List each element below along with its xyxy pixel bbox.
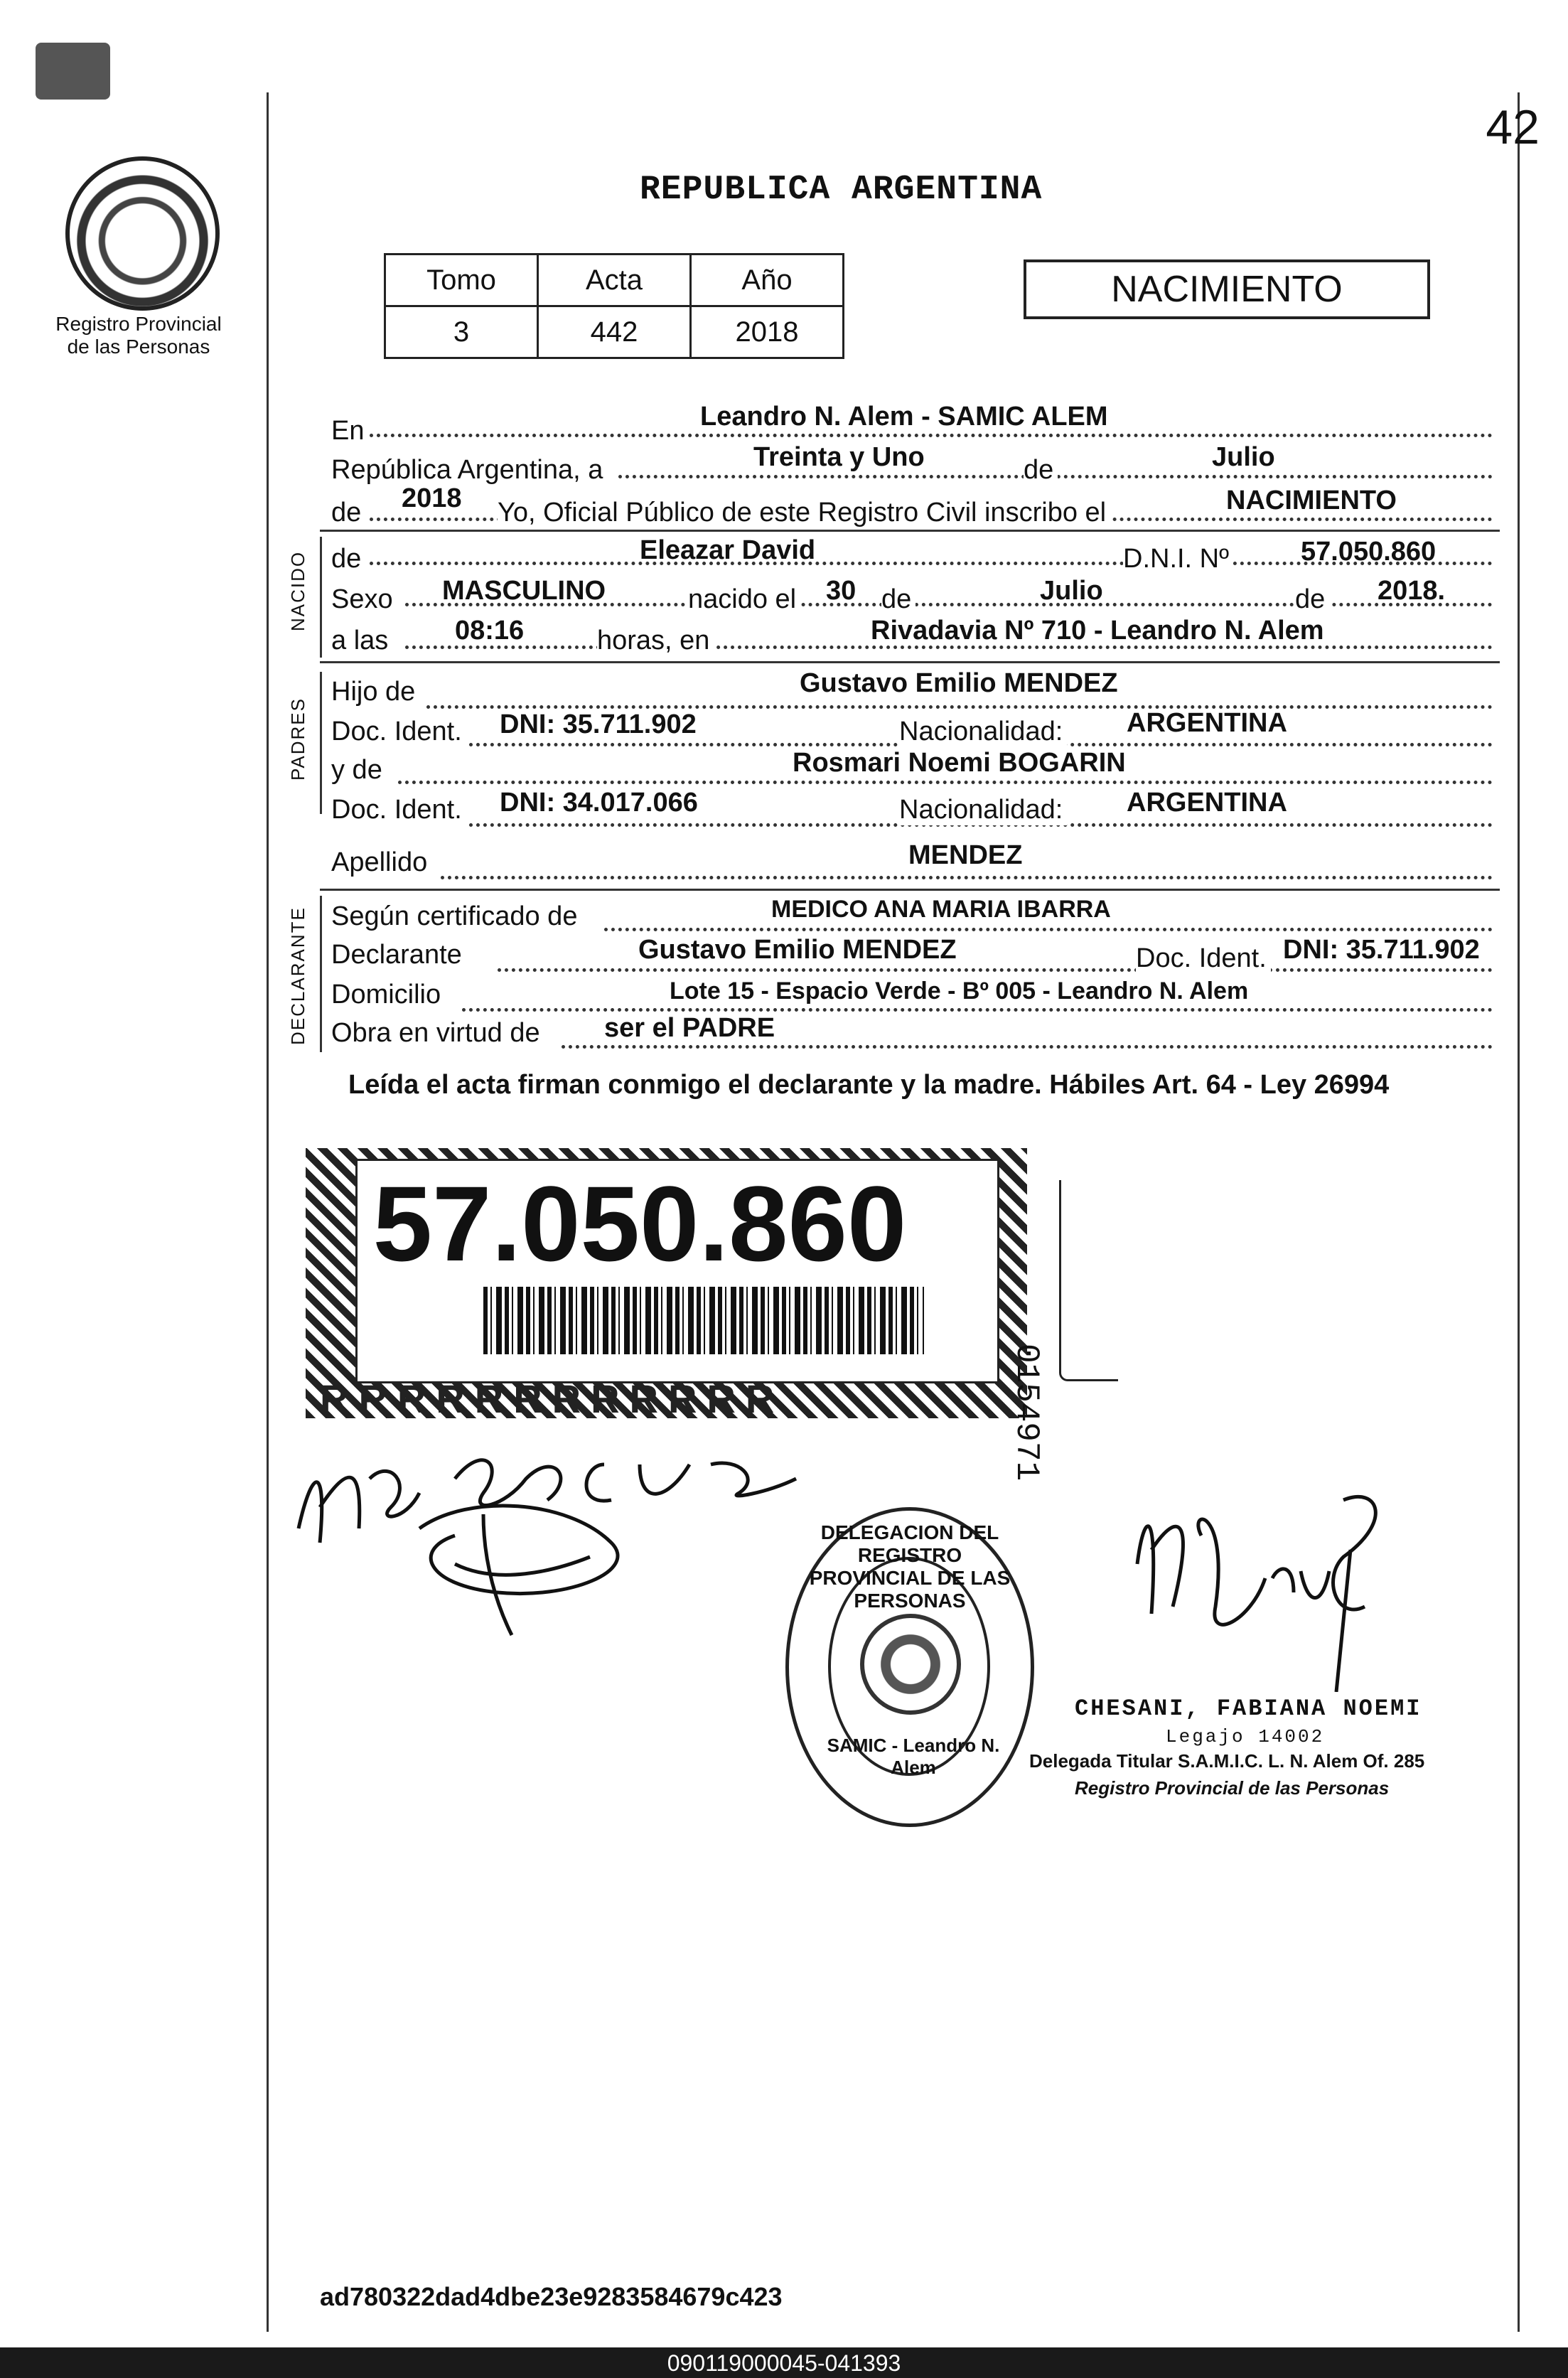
seal-text-top: DELEGACION DEL REGISTRO PROVINCIAL DE LAS PERSONAS (809, 1521, 1011, 1612)
table-header-ano: Año (691, 255, 844, 306)
mother-value: Rosmari Noemi BOGARIN (793, 748, 1126, 778)
table-row (385, 255, 844, 306)
date-de-label: de (1024, 455, 1058, 486)
born-day-value: 30 (826, 576, 857, 606)
address-value: Lote 15 - Espacio Verde - Bº 005 - Leandro N. Alem (670, 978, 1249, 1005)
born-month-value: Julio (1040, 576, 1103, 606)
born-label: nacido el (688, 584, 800, 615)
born-year-value: 2018. (1378, 576, 1446, 606)
nacido-section-label: NACIDO (287, 550, 308, 631)
date-day-value: Treinta y Uno (753, 442, 925, 472)
surname-value: MENDEZ (908, 840, 1023, 870)
official-registry: Registro Provincial de las Personas (1075, 1777, 1390, 1799)
registry-label-line-1: Registro Provincial (55, 313, 222, 335)
official-name: CHESANI, FABIANA NOEMI (1075, 1696, 1422, 1722)
official-legajo: Legajo 14002 (1166, 1726, 1325, 1747)
mother-nat-label: Nacionalidad: (899, 795, 1067, 825)
dni-label: D.N.I. Nº (1123, 544, 1233, 574)
dotted-line (498, 968, 1493, 972)
child-name-label: de (331, 544, 365, 574)
country-title: REPUBLICA ARGENTINA (640, 171, 1043, 209)
father-label: Hijo de (331, 677, 419, 707)
dotted-line (398, 781, 1493, 784)
sex-value: MASCULINO (442, 576, 606, 606)
child-name-value: Eleazar David (640, 535, 816, 565)
official-title: Delegada Titular S.A.M.I.C. L. N. Alem Of. 285 (1029, 1750, 1425, 1772)
registry-label-line-2: de las Personas (67, 336, 210, 358)
footer-code: 090119000045-041393 (667, 2350, 901, 2376)
dotted-line (426, 705, 1493, 709)
born-de2-label: de (1295, 584, 1329, 615)
hours-label: horas, en (597, 626, 714, 656)
section-divider (320, 661, 1500, 663)
declarant-doc-label: Doc. Ident. (1136, 943, 1271, 974)
mother-label: y de (331, 755, 387, 786)
mother-nat-value: ARGENTINA (1127, 788, 1287, 818)
official-signature-icon (1109, 1479, 1407, 1692)
control-code: 0154971 (1008, 1344, 1045, 1482)
table-cell-tomo: 3 (385, 306, 538, 358)
nacido-bracket (320, 537, 322, 658)
date-label: República Argentina, a (331, 455, 607, 486)
declarante-bracket (320, 896, 322, 1052)
declarant-value: Gustavo Emilio MENDEZ (638, 935, 957, 965)
declarant-signature-icon (270, 1422, 825, 1649)
inscribe-text: Yo, Oficial Público de este Registro Civil inscribo el (498, 498, 1110, 528)
padres-bracket (320, 672, 322, 814)
province-seal-icon (65, 156, 220, 311)
dotted-line (562, 1045, 1493, 1049)
inscribe-value: NACIMIENTO (1226, 486, 1397, 515)
birth-place-value: Rivadavia Nº 710 - Leandro N. Alem (871, 616, 1324, 646)
table-cell-ano: 2018 (691, 306, 844, 358)
place-label: En (331, 416, 368, 446)
sex-label: Sexo (331, 584, 397, 615)
control-bracket (1059, 1180, 1118, 1381)
father-doc-label: Doc. Ident. (331, 717, 466, 747)
time-value: 08:16 (455, 616, 525, 646)
section-divider (320, 889, 1500, 891)
dotted-line (441, 876, 1493, 879)
table-header-acta: Acta (538, 255, 691, 306)
role-value: ser el PADRE (604, 1013, 775, 1043)
declarant-label: Declarante (331, 940, 466, 970)
cert-value: MEDICO ANA MARIA IBARRA (771, 896, 1111, 923)
born-de-label: de (881, 584, 915, 615)
delegation-seal-emblem-icon (860, 1614, 961, 1715)
year-de-label: de (331, 498, 365, 528)
dotted-line (370, 434, 1493, 437)
father-value: Gustavo Emilio MENDEZ (800, 668, 1118, 698)
surname-label: Apellido (331, 847, 431, 878)
page-number: 42 (1486, 100, 1540, 154)
stamp-border-text: RRRRRRRRRRRR (320, 1376, 785, 1421)
dni-value: 57.050.860 (1301, 537, 1437, 567)
table-header-tomo: Tomo (385, 255, 538, 306)
seal-text-bottom: SAMIC - Leandro N. Alem (827, 1735, 1000, 1778)
date-month-value: Julio (1212, 442, 1275, 472)
section-divider (320, 530, 1500, 532)
time-label: a las (331, 626, 392, 656)
dni-stamp-number: 57.050.860 (372, 1164, 907, 1283)
dotted-line (604, 928, 1493, 931)
document-hash: ad780322dad4dbe23e9283584679c423 (320, 2282, 783, 2311)
place-value: Leandro N. Alem - SAMIC ALEM (700, 402, 1108, 432)
right-margin-line (1518, 92, 1520, 2332)
province-seal-emblem-icon (36, 43, 110, 100)
mother-doc-value: DNI: 34.017.066 (500, 788, 698, 818)
registry-label (28, 313, 249, 358)
left-margin-line (267, 92, 269, 2332)
barcode-icon (483, 1287, 924, 1354)
table-row (385, 306, 844, 358)
role-label: Obra en virtud de (331, 1018, 544, 1049)
mother-doc-label: Doc. Ident. (331, 795, 466, 825)
record-type-box: NACIMIENTO (1024, 259, 1430, 319)
padres-section-label: PADRES (287, 697, 308, 781)
father-nat-value: ARGENTINA (1127, 708, 1287, 738)
dotted-line (462, 1008, 1493, 1012)
declarante-section-label: DECLARANTE (287, 906, 308, 1045)
father-doc-value: DNI: 35.711.902 (500, 709, 697, 739)
table-cell-acta: 442 (538, 306, 691, 358)
cert-label: Según certificado de (331, 901, 581, 932)
closing-text: Leída el acta firman conmigo el declarante y la madre. Hábiles Art. 64 - Ley 26994 (348, 1070, 1390, 1100)
address-label: Domicilio (331, 980, 445, 1010)
declarant-doc-value: DNI: 35.711.902 (1283, 935, 1480, 965)
father-nat-label: Nacionalidad: (899, 717, 1067, 747)
date-year-value: 2018 (402, 483, 462, 513)
record-meta-table (384, 253, 844, 359)
